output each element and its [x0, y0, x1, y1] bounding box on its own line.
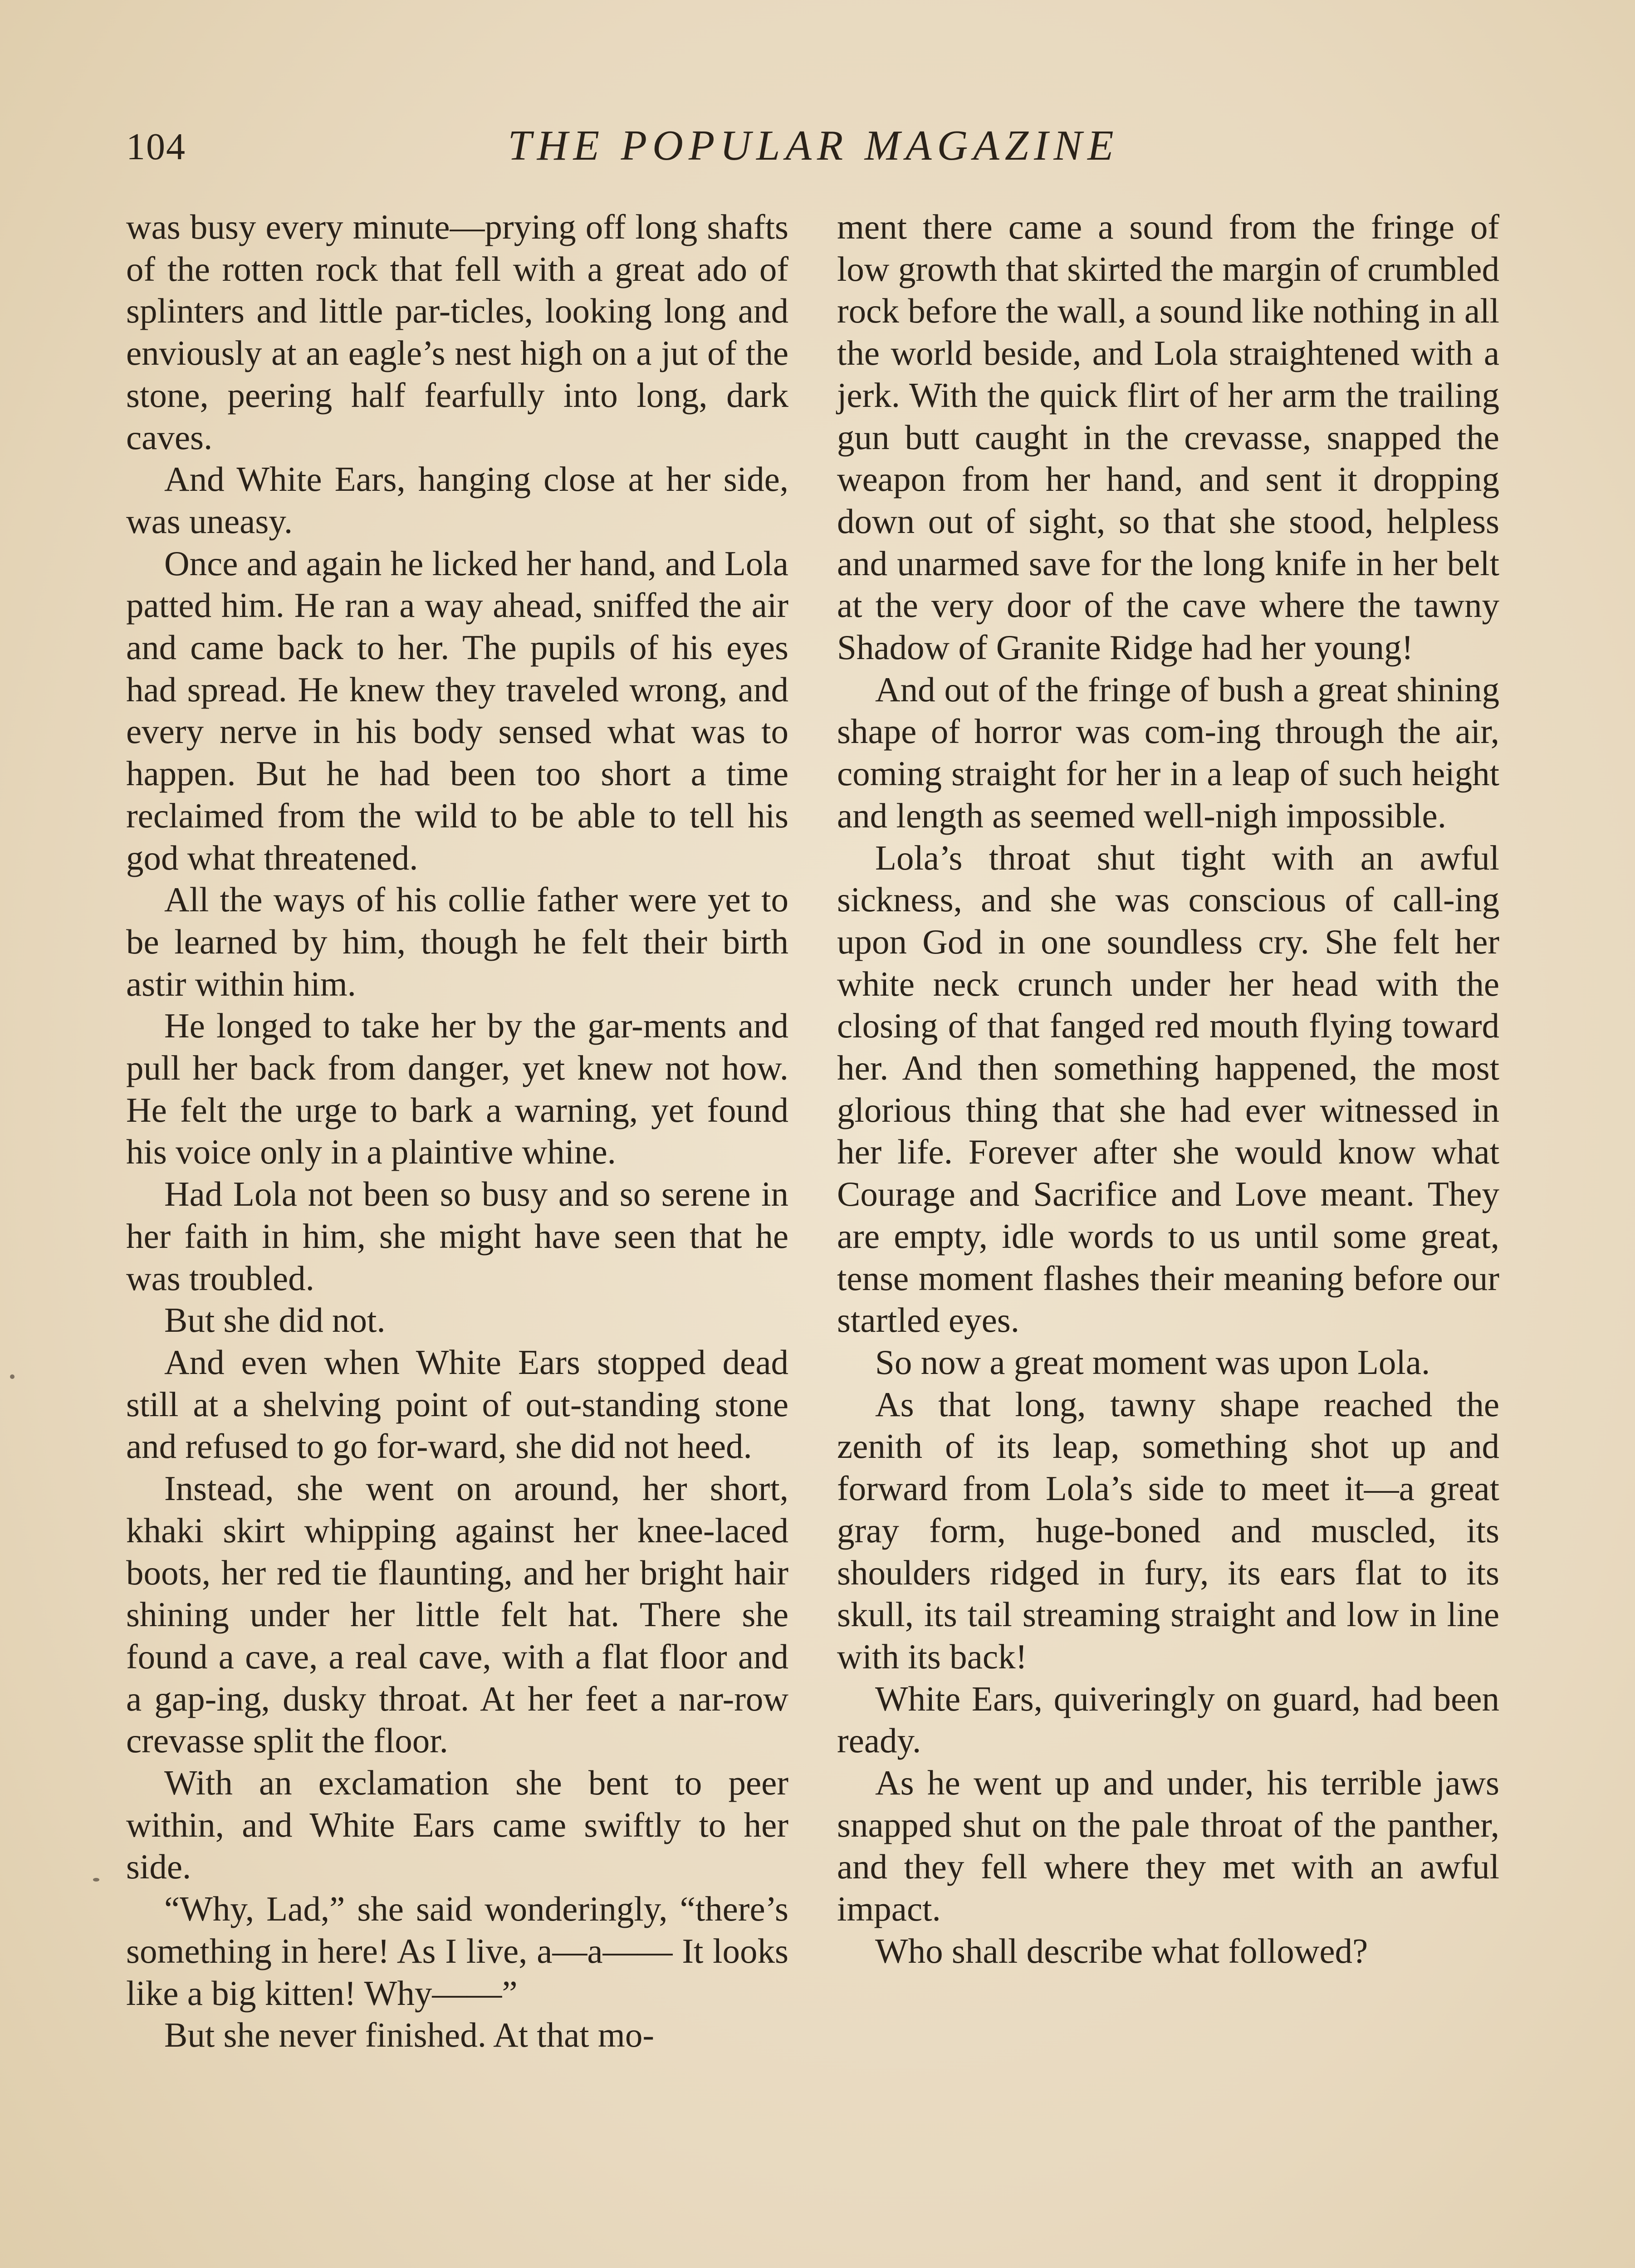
paragraph: So now a great moment was upon Lola.: [875, 1342, 1430, 1382]
paragraph: And White Ears, hanging close at her side, was uneasy.: [126, 459, 788, 541]
print-speck: [10, 1374, 15, 1379]
paragraph: Lola’s throat shut tight with an awful sickness, and she was conscious of call-ing upon God in one soundless cry. She felt her white neck crunch under her head with the closing of that fanged red mouth flying toward her. And then something happened, the most glorious thing that she had ever witnessed in her life. Forever after she would know what Courage and Sacrifice and Love meant. They are empty, idle words to us until some great, tense moment flashes their meaning before our startled eyes.: [837, 838, 1499, 1340]
paragraph: And out of the fringe of bush a great shining shape of horror was com-ing through the air, coming straight for her in a leap of such height and length as seemed well-nigh impossible.: [837, 670, 1499, 835]
paragraph: With an exclamation she bent to peer within, and White Ears came swiftly to her side.: [126, 1763, 788, 1887]
paragraph: “Why, Lad,” she said wonderingly, “there’s something in here! As I live, a—a—— It looks like a big kitten! Why——”: [126, 1889, 788, 2013]
paragraph: But she never finished. At that mo-: [164, 2015, 654, 2055]
paragraph: He longed to take her by the gar-ments and pull her back from danger, yet knew not how. He felt the urge to bark a warning, yet found his voice only in a plaintive whine.: [126, 1006, 788, 1172]
running-title: THE POPULAR MAGAZINE: [508, 122, 1119, 169]
paragraph: As that long, tawny shape reached the zenith of its leap, something shot up and forward from Lola’s side to meet it—a great gray form, huge-boned and muscled, its shoulders ridged in fury, its ears flat to its skull, its tail streaming straight and low in line with its back!: [837, 1384, 1499, 1676]
print-speck: [93, 1878, 99, 1882]
paragraph: Instead, she went on around, her short, khaki skirt whipping against her knee-laced boots, her red tie flaunting, and her bright hair shining under her little felt hat. There she found a cave, a real cave, with a flat floor and a gap-ing, dusky throat. At her feet a nar-row crevasse split the floor.: [126, 1469, 788, 1760]
paragraph: was busy every minute—prying off long shafts of the rotten rock that fell with a great ado of splinters and little par-ticles, looking long and enviously at an eagle’s nest high on a jut of the stone, peering half fearfully into long, dark caves.: [126, 207, 788, 457]
paragraph: ment there came a sound from the fringe of low growth that skirted the margin of crumbled rock before the wall, a sound like nothing in all the world beside, and Lola straightened with a jerk. With the quick flirt of her arm the trailing gun butt caught in the crevasse, snapped the weapon from her hand, and sent it dropping down out of sight, so that she stood, helpless and unarmed save for the long knife in her belt at the very door of the cave where the tawny Shadow of Granite Ridge had her young!: [837, 207, 1499, 667]
paragraph: And even when White Ears stopped dead still at a shelving point of out-standing stone and refused to go for-ward, she did not heed.: [126, 1342, 788, 1466]
paragraph: Who shall describe what followed?: [875, 1931, 1368, 1970]
paragraph: Had Lola not been so busy and so serene in her faith in him, she might have seen that he was troubled.: [126, 1174, 788, 1298]
paragraph: White Ears, quiveringly on guard, had been ready.: [837, 1679, 1499, 1760]
paragraph: All the ways of his collie father were yet to be learned by him, though he felt their birth astir within him.: [126, 880, 788, 1003]
right-text-column: [837, 206, 1499, 1972]
left-text-column: [126, 206, 788, 2056]
paragraph: As he went up and under, his terrible jaws snapped shut on the pale throat of the panther, and they fell where they met with an awful impact.: [837, 1763, 1499, 1929]
paragraph: But she did not.: [164, 1300, 386, 1340]
page-number: 104: [126, 126, 186, 168]
paragraph: Once and again he licked her hand, and Lola patted him. He ran a way ahead, sniffed the air and came back to her. The pupils of his eyes had spread. He knew they traveled wrong, and every nerve in his body sensed what was to happen. But he had been too short a time reclaimed from the wild to be able to tell his god what threatened.: [126, 543, 788, 877]
page-header: [126, 116, 1501, 179]
